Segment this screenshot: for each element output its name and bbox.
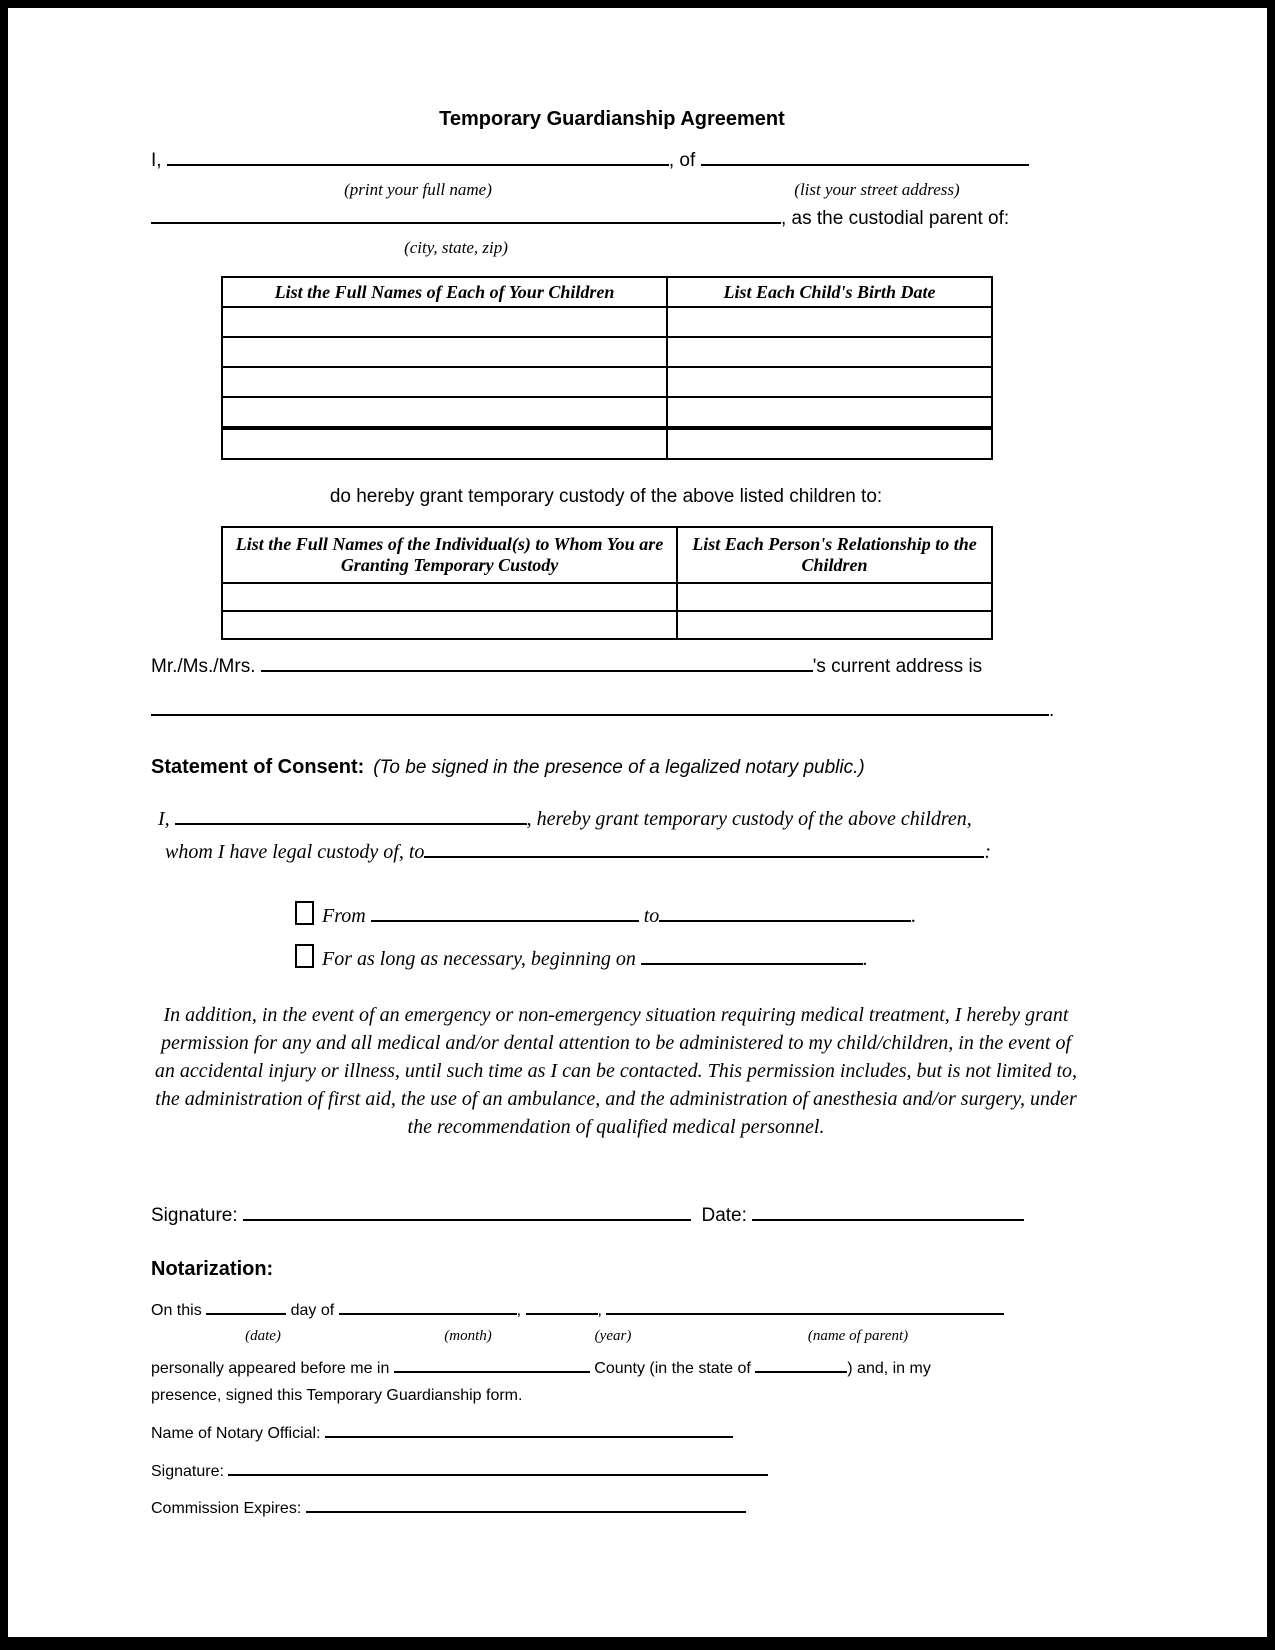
duration-period: . bbox=[862, 948, 868, 970]
mr-ms-mrs-label: Mr./Ms./Mrs. bbox=[151, 656, 256, 677]
notary-signature-blank[interactable] bbox=[228, 1468, 768, 1476]
guardian-relationship-header: List Each Person's Relationship to the Children bbox=[677, 527, 992, 583]
from-to-period: . bbox=[911, 905, 917, 927]
consent-guardian-names-blank[interactable] bbox=[424, 850, 984, 858]
from-to-checkbox[interactable] bbox=[295, 901, 314, 925]
from-date-blank[interactable] bbox=[371, 914, 639, 922]
children-table-row bbox=[222, 428, 992, 459]
consent-heading-row bbox=[151, 756, 1081, 779]
consent-custody-label: whom I have legal custody of, to bbox=[165, 841, 425, 863]
guardian-relationship-cell[interactable] bbox=[677, 611, 992, 639]
children-table-row bbox=[222, 307, 992, 337]
child-birthdate-cell[interactable] bbox=[667, 397, 992, 428]
state-blank[interactable] bbox=[755, 1365, 847, 1373]
signature-label: Signature: bbox=[151, 1205, 238, 1226]
consent-colon: : bbox=[984, 841, 992, 863]
notary-parent-name-blank[interactable] bbox=[606, 1307, 1004, 1315]
to-label: to bbox=[643, 905, 660, 927]
child-name-cell[interactable] bbox=[222, 337, 667, 367]
medical-consent-paragraph: In addition, in the event of an emergency or non-emergency situation requiring medical treatment, I hereby grant permission for any and all medical and/or dental attention to be administered to my child/children, in the event of an accidental injury or illness, until such time as I can be contacted. This permission includes, but is not limited to, the administration of first aid, the use of an ambulance, and the administration of anesthesia and/or surgery, under the recommendation of qualified medical personnel. bbox=[154, 1004, 1078, 1138]
guardian-names-header: List the Full Names of the Individual(s) to Whom You are Granting Temporary Custody bbox=[222, 527, 677, 583]
as-long-as-necessary-option bbox=[295, 944, 868, 971]
child-name-cell[interactable] bbox=[222, 307, 667, 337]
signature-blank[interactable] bbox=[243, 1213, 691, 1221]
beginning-date-blank[interactable] bbox=[641, 957, 863, 965]
date-blank[interactable] bbox=[752, 1213, 1024, 1221]
to-date-blank[interactable] bbox=[659, 914, 911, 922]
child-birthdate-cell[interactable] bbox=[667, 307, 992, 337]
consent-i-label: I, bbox=[158, 808, 170, 830]
guardians-table-row bbox=[222, 583, 992, 611]
notary-signature-label: Signature: bbox=[151, 1463, 224, 1480]
guardian-name-cell[interactable] bbox=[222, 583, 677, 611]
notary-date-hints bbox=[151, 1328, 1081, 1345]
address-period: . bbox=[1049, 700, 1055, 721]
city-line bbox=[151, 208, 1081, 230]
and-suffix-label: ) and, in my bbox=[847, 1360, 931, 1377]
date-hint: (date) bbox=[245, 1328, 281, 1344]
consent-line2 bbox=[165, 841, 1085, 864]
child-birthdate-cell[interactable] bbox=[667, 367, 992, 397]
notary-date-line bbox=[151, 1302, 1081, 1320]
from-label: From bbox=[322, 905, 366, 927]
notary-month-blank[interactable] bbox=[339, 1307, 517, 1315]
duration-label: For as long as necessary, beginning on bbox=[322, 948, 636, 970]
notary-signature-line bbox=[151, 1463, 1081, 1481]
guardian-name-cell[interactable] bbox=[222, 611, 677, 639]
date-label: Date: bbox=[701, 1205, 747, 1226]
consent-grant-label: , hereby grant temporary custody of the above children, bbox=[526, 808, 972, 830]
appeared-prefix-label: personally appeared before me in bbox=[151, 1360, 390, 1377]
as-long-as-necessary-checkbox[interactable] bbox=[295, 944, 314, 968]
children-table bbox=[221, 276, 993, 460]
city-state-zip-hint: (city, state, zip) bbox=[404, 238, 508, 257]
city-state-zip-blank[interactable] bbox=[151, 216, 781, 224]
child-name-cell[interactable] bbox=[222, 428, 667, 459]
notary-day-blank[interactable] bbox=[206, 1307, 286, 1315]
city-hint-row bbox=[151, 238, 781, 258]
guardian-address-blank-line bbox=[151, 700, 1081, 722]
commission-line bbox=[151, 1500, 1081, 1518]
county-label: County (in the state of bbox=[594, 1360, 751, 1377]
page-title: Temporary Guardianship Agreement bbox=[439, 108, 785, 130]
presence-line: presence, signed this Temporary Guardianship form. bbox=[151, 1387, 523, 1404]
from-to-option bbox=[295, 901, 916, 928]
guardians-table bbox=[221, 526, 993, 640]
consent-parent-name-blank[interactable] bbox=[175, 817, 527, 825]
street-address-hint: (list your street address) bbox=[794, 180, 960, 199]
year-hint: (year) bbox=[594, 1328, 632, 1344]
guardian-title-name-blank[interactable] bbox=[261, 664, 813, 672]
street-address-blank[interactable] bbox=[701, 158, 1029, 166]
appeared-line bbox=[151, 1360, 1081, 1378]
notary-year-blank[interactable] bbox=[526, 1307, 598, 1315]
county-blank[interactable] bbox=[394, 1365, 590, 1373]
children-table-row bbox=[222, 397, 992, 428]
children-table-row bbox=[222, 367, 992, 397]
signature-date-row bbox=[151, 1205, 1081, 1227]
day-of-label: day of bbox=[290, 1302, 335, 1319]
children-birthdate-header: List Each Child's Birth Date bbox=[667, 277, 992, 307]
guardians-table-row bbox=[222, 611, 992, 639]
child-birthdate-cell[interactable] bbox=[667, 428, 992, 459]
child-birthdate-cell[interactable] bbox=[667, 337, 992, 367]
custodial-parent-label: , as the custodial parent of: bbox=[781, 208, 1010, 229]
guardian-relationship-cell[interactable] bbox=[677, 583, 992, 611]
child-name-cell[interactable] bbox=[222, 367, 667, 397]
comma-2: , bbox=[597, 1302, 602, 1319]
consent-line1 bbox=[158, 808, 1083, 831]
month-hint: (month) bbox=[444, 1328, 492, 1344]
child-name-cell[interactable] bbox=[222, 397, 667, 428]
of-label: , of bbox=[668, 150, 696, 171]
notarization-heading: Notarization: bbox=[151, 1258, 274, 1280]
guardian-address-line bbox=[151, 656, 1081, 678]
guardians-table-header-row bbox=[222, 527, 992, 583]
line1-hints bbox=[151, 180, 1073, 200]
notary-name-label: Name of Notary Official: bbox=[151, 1425, 321, 1442]
on-this-label: On this bbox=[151, 1302, 202, 1319]
current-address-label: 's current address is bbox=[812, 656, 983, 677]
children-table-header-row bbox=[222, 277, 992, 307]
guardian-address-blank[interactable] bbox=[151, 708, 1049, 716]
name-address-line bbox=[151, 150, 1081, 172]
consent-heading-note: (To be signed in the presence of a legalized notary public.) bbox=[373, 757, 865, 778]
grant-statement: do hereby grant temporary custody of the above listed children to: bbox=[329, 486, 883, 507]
children-table-row bbox=[222, 337, 992, 367]
commission-label: Commission Expires: bbox=[151, 1500, 302, 1517]
comma-1: , bbox=[516, 1302, 522, 1319]
commission-expires-blank[interactable] bbox=[306, 1505, 746, 1513]
consent-heading: Statement of Consent: bbox=[151, 756, 365, 778]
notary-name-line bbox=[151, 1425, 1081, 1443]
i-pre-label: I, bbox=[151, 150, 162, 171]
full-name-blank[interactable] bbox=[167, 158, 669, 166]
full-name-hint: (print your full name) bbox=[344, 180, 492, 199]
parent-name-hint: (name of parent) bbox=[807, 1328, 909, 1344]
children-names-header: List the Full Names of Each of Your Children bbox=[222, 277, 667, 307]
notary-name-blank[interactable] bbox=[325, 1430, 733, 1438]
